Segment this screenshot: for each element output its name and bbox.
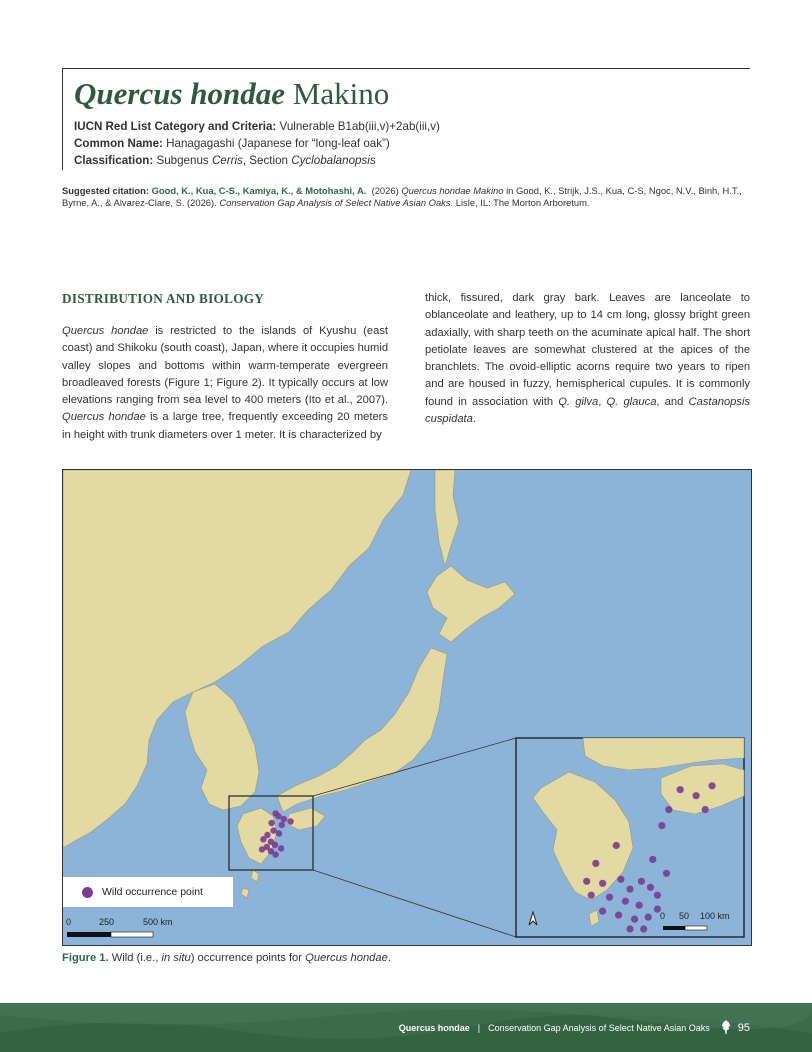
main-scale-label-250: 250 [99,917,115,927]
citation-place: Lisle, IL: The Morton Arboretum. [455,197,590,209]
body-text-1: (east [363,325,389,337]
body-text-2: by [369,428,382,441]
body-text-2: bark. [574,292,600,304]
inset-scale-label-50: 50 [679,911,690,921]
body-text-2: at [643,343,653,356]
body-text-1: meters [266,394,302,407]
body-text-2: to [577,309,587,322]
body-text-1: occupies [310,342,355,355]
iucn-value: Vulnerable B1ab(iii,v)+2ab(iii,v) [279,120,440,133]
body-text-2: in [458,395,467,408]
body-text-2 [671,292,680,304]
inset-occurrence-point [645,914,652,921]
body-text-1: low [371,376,389,389]
body-text-2: apices [680,343,713,356]
body-text-2: with [107,428,128,441]
body-text-2: on [556,326,570,339]
main-scale-white [111,932,153,937]
body-text-1 [330,360,338,372]
citation-work: Quercus hondae Makino [401,185,504,196]
body-text-2: ovoid-elliptic [509,361,571,374]
classification-subgenus-word: Subgenus [156,154,209,167]
body-text-2 [534,292,543,304]
inset-occurrence-point [638,878,645,885]
suggested-citation [62,185,742,210]
body-text-2: characterized [299,428,367,441]
body-text-1: broadleaved [62,376,124,389]
page-footer [0,1003,812,1052]
body-text-2: to [740,292,751,304]
classification-line [74,152,440,169]
body-text-2: 14 [590,309,603,322]
body-text-2: leaves [473,343,506,356]
common-name-label: Common Name: [74,137,163,150]
body-text-2: are [512,343,529,356]
body-column-left [62,323,388,444]
occurrence-point [270,827,276,833]
legend-marker [82,887,93,898]
citation-authors: Good, K., Kua, C-S., Kamiya, K., & Motohashi, A. [151,185,367,196]
body-text-1: coast), [194,342,229,355]
inset-occurrence-point [617,876,624,883]
body-text-2: exceeding [281,411,333,424]
body-text-1: to [231,394,241,407]
body-and: , [656,395,660,408]
body-species-1: Quercus [62,325,105,337]
occurrence-point [275,813,281,819]
body-text-2: Leaves [609,292,646,304]
caption-label: Figure 1. [62,952,109,964]
inset-occurrence-point [663,870,670,877]
body-text-2 [565,292,574,304]
body-text-2: commonly [699,378,751,391]
body-text-1: occurs [321,376,355,389]
inset-occurrence-point [626,925,633,932]
body-text-1: et [324,394,335,407]
body-species-glauca: glauca [623,395,657,408]
body-text-2: cupules. [629,378,672,391]
inset-scale-label-100: 100 km [700,911,730,921]
body-text-1: (Figure [164,376,200,389]
distribution-map [62,469,752,946]
section-heading: DISTRIBUTION AND BIOLOGY [62,291,265,306]
iucn-line [74,118,440,135]
body-text-2 [451,292,460,304]
body-text-1: Figure [216,376,249,389]
body-text-1: evergreen [337,359,388,372]
body-text-2: the [572,326,588,339]
body-text-1: 400 [244,394,264,407]
occurrence-point [259,846,265,852]
body-text-2: adaxially, [425,326,471,339]
body-text-2: ripen [725,361,751,374]
inset-occurrence-point [613,842,620,849]
body-text-1: the [238,325,255,337]
inset-scale-white [685,926,707,930]
occurrence-point [272,851,278,857]
classification-label: Classification: [74,154,154,167]
inset-occurrence-point [693,792,700,799]
body-species-castanopsis: cuspidata [425,413,473,426]
occurrence-point [260,836,266,842]
body-text-2: acuminate [591,326,643,339]
inset-occurrence-point [599,908,606,915]
body-text-2 [645,292,654,304]
body-text-2: height [73,428,105,441]
body-text-1 [232,325,239,337]
body-text-2: years [677,361,706,374]
footer-species: Quercus hondae [398,1023,470,1033]
occurrence-point [276,830,282,836]
footer-series: Conservation Gap Analysis of Select Native Asian Oaks [488,1023,710,1033]
caption-text-c: ) occurrence points for [190,952,303,964]
inset-occurrence-point [677,786,684,793]
inset-occurrence-point [588,892,595,899]
body-text-1: 1; [203,376,213,389]
inset-occurrence-point [583,878,590,885]
body-text-2: and [492,309,512,322]
body-text-2: green [721,309,751,322]
body-text-2: It [675,378,682,391]
body-text-1: (south [160,342,192,355]
classification-subgenus: Cerris [211,154,243,167]
body-period: . [472,413,477,426]
body-text-2 [600,292,609,304]
oak-leaf-icon [720,1020,732,1036]
body-comma: , [598,395,602,408]
inset-occurrence-point [615,912,622,919]
body-text-1: it [301,342,308,355]
caption-period: . [387,952,391,964]
body-text-1: within [212,359,241,372]
header-rule [62,68,750,69]
citation-year: (2026) [371,185,399,196]
body-text-2: a [162,411,169,424]
body-text-2: apical [646,326,676,339]
body-text-2: bright [689,309,718,322]
body-species-1: hondae [111,325,149,337]
body-column-right [425,290,750,428]
body-text-2: acorns [576,361,610,374]
body-text-2: petiolate [425,343,468,356]
title-author: Makino [292,76,390,111]
main-scale-label-500: 500 km [143,917,173,927]
body-text-2: frequently [228,411,278,424]
inset-occurrence-point [702,806,709,813]
body-text-1: of [302,325,313,337]
body-text-2: meters [353,411,389,424]
body-text-1: and [138,359,157,372]
body-text-2: association [472,395,529,408]
caption-text-a: Wild (i.e., [111,952,159,964]
body-text-2 [503,292,512,304]
body-text-1: bottoms [164,359,205,372]
body-text-2: two [655,361,673,374]
body-text-1: level [204,394,228,407]
body-text-1: Japan, [231,342,265,355]
body-text-2: short [725,326,751,339]
body-text-1: (Ito [304,394,322,407]
body-text-2: with [533,395,554,408]
body-text-1: warm-temperate [248,359,330,372]
body-text-1: elevations [62,394,113,407]
body-text-2: lanceolate [680,292,732,304]
body-text-2: the [734,343,751,356]
body-text-2: is [288,428,297,441]
inset-occurrence-point [592,860,599,867]
body-text-1: to [222,325,233,337]
body-text-2: in [62,428,71,441]
body-text-2: glossy [653,309,686,322]
occurrence-point [268,820,274,826]
body-text-2: leathery, [514,309,558,322]
body-species-2: hondae [108,411,146,424]
citation-report: Conservation Gap Analysis of Select Native Asian Oaks. [219,197,454,209]
body-text-2: 20 [337,411,350,424]
map-graphic [63,470,751,945]
inset-map [516,738,744,937]
inset-scale-black [663,926,685,930]
body-text-1: Kyushu [319,325,357,337]
inset-occurrence-point [709,782,716,789]
iucn-label: IUCN Red List Category and Criteria: [74,120,277,133]
citation-label: Suggested citation: [62,185,149,196]
body-text-2: 1 [235,428,242,441]
body-text-2: tree, [201,411,225,424]
body-text-2: the [658,343,675,356]
body-text-1 [216,325,223,337]
inset-occurrence-point [649,856,656,863]
body-text-2: It [279,428,286,441]
body-text-1: typically [278,376,319,389]
inset-occurrence-point [640,925,647,932]
body-text-2: clustered [591,343,637,356]
classification-section-word: , Section [242,154,288,167]
body-text-1: coast) [62,342,93,355]
body-text-1: from [157,394,180,407]
header-vertical-rule [62,68,63,170]
body-text-2: oblanceolate [425,309,489,322]
body-text-1: islands [261,325,297,337]
body-text-1: humid [357,342,389,355]
body-text-1: valley [62,359,91,372]
body-text-1: 2007). [356,394,389,407]
body-text-2: are [448,378,465,391]
figure-caption [62,952,391,964]
inset-occurrence-point [626,886,633,893]
body-species-glauca: Q. [606,395,619,408]
body-text-2: cm [606,309,622,322]
body-text-2: in [510,378,519,391]
body-species-gilva: Q. [558,395,571,408]
body-text-2: sharp [497,326,526,339]
page-title [74,74,389,114]
body-text-1: It [268,376,275,389]
body-species-gilva: gilva [575,395,599,408]
inset-scale-label-0: 0 [660,911,666,921]
inset-occurrence-point [658,822,665,829]
body-text-2: meter. [244,428,276,441]
occurrence-point [278,845,284,851]
body-text-2: with [474,326,494,339]
inset-occurrence-point [631,916,638,923]
body-text-1: is [155,325,164,337]
body-text-1: ranging [116,394,154,407]
occurrence-point [287,818,293,824]
body-text-2: trunk [130,428,156,441]
common-name-value: Hanagagashi (Japanese for “long-leaf oak”) [166,137,390,150]
body-text-1: al., [337,394,353,407]
inset-occurrence-point [665,806,672,813]
body-text-1: sea [183,394,202,407]
body-text-2: up [560,309,574,322]
body-text-1: restricted [170,325,217,337]
body-text-2: fissured, [460,292,503,304]
body-text-2: of [718,343,729,356]
body-text-2: found [425,395,453,408]
caption-text-b: in situ [161,952,191,964]
common-name-line [74,135,440,152]
body-text-2: are [654,292,671,304]
inset-occurrence-point [622,898,629,905]
body-species-2: Quercus [62,411,105,424]
body-text-2: thick, [425,292,452,304]
body-text-1 [157,360,165,372]
body-text-2: housed [468,378,506,391]
body-text-2: teeth [528,326,554,339]
body-text-2: and [425,378,444,391]
body-text-2: to [710,361,720,374]
footer-separator: | [477,1023,481,1033]
body-text-2: long, [625,309,650,322]
body-text-2: The [484,361,505,374]
body-text-2: gray [543,292,566,304]
body-text-2: is [686,378,695,391]
body-text-1: Shikoku [117,342,158,355]
occurrence-point [281,816,287,822]
occurrence-point [279,822,285,828]
body-text-1: 2). [251,376,265,389]
main-scale-label-0: 0 [66,917,72,927]
body-text-2: is [150,411,159,424]
species-metadata [74,118,440,169]
body-species-castanopsis: Castanopsis [688,395,751,408]
inset-occurrence-point [606,894,613,901]
footer-text [399,1020,750,1036]
classification-section: Cyclobalanopsis [291,154,376,167]
body-text-2: require [615,361,650,374]
page-number: 95 [737,1022,750,1034]
body-text-1: slopes [98,359,131,372]
map-legend [63,877,233,907]
body-text-2: somewhat [534,343,586,356]
body-text-2: The [702,326,722,339]
body-text-2: fuzzy, [523,378,552,391]
body-text-1: at [358,376,368,389]
inset-occurrence-point [636,902,643,909]
inset-occurrence-point [599,880,606,887]
body-text-2: half. [678,326,700,339]
body-text-2: over [210,428,233,441]
body-text-2: diameters [158,428,208,441]
body-text-1: where [267,342,299,355]
main-scale-black [67,932,111,937]
inset-occurrence-point [654,892,661,899]
body-text-1: forests [127,376,161,389]
body-text-2: hemispherical [556,378,626,391]
occurrence-point [272,842,278,848]
body-text-1 [296,325,303,337]
inset-occurrence-point [647,884,654,891]
body-text-2 [731,292,740,304]
citation-in-text: in Good, K., Strijk, J.S., Kua, C-S, Ngoc, N.V., Binh, H.T., Byrne, A., & Alvarez-Clare, S. (2026). [62,185,742,209]
title-species: Quercus hondae [74,76,286,111]
body-text-1: and [95,342,115,355]
body-text-2: branchlets. [425,361,480,374]
body-text-2: dark [512,292,535,304]
body-and: and [664,395,684,408]
body-text-2: large [172,411,198,424]
legend-label: Wild occurrence point [102,886,203,898]
caption-species: Quercus hondae [305,952,388,964]
